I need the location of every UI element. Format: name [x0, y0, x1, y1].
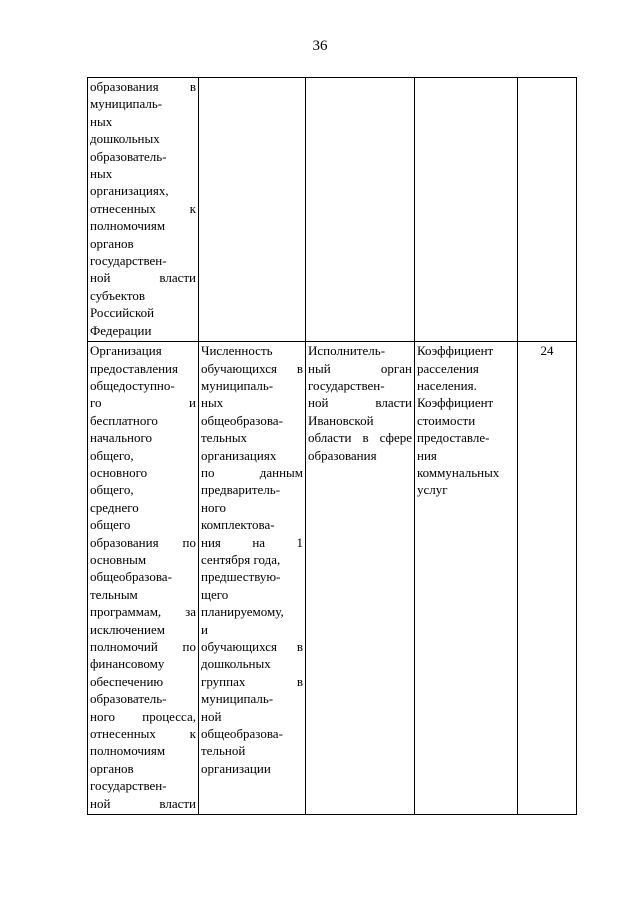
- number-cell: 24: [518, 342, 577, 815]
- cell-text-line: Исполнитель-: [308, 343, 386, 359]
- cell-text-line: общего: [90, 517, 131, 533]
- cell-text-line: организациях,: [90, 183, 169, 199]
- cell-text-line: предоставления: [90, 360, 178, 376]
- cell-text-line: образователь-: [90, 148, 167, 164]
- cell-text-line: тельным: [90, 586, 138, 602]
- cell-text-line: отнесенных к: [90, 726, 196, 742]
- cell-text-line: предоставле-: [417, 430, 490, 446]
- coefficient-cell: [415, 78, 518, 342]
- cell-text-line: финансовому: [90, 656, 165, 672]
- cell-text-line: общедоступно-: [90, 377, 175, 393]
- cell-text-line: субъектов: [90, 287, 146, 303]
- cell-text-line: щего: [201, 586, 229, 602]
- cell-text-line: полномочиям: [90, 218, 166, 234]
- cell-text-line: расселения: [417, 360, 479, 376]
- cell-text-line: ной власти: [308, 395, 412, 411]
- cell-text-line: дошкольных: [201, 656, 271, 672]
- cell-text-line: исключением: [90, 621, 165, 637]
- cell-text-line: по данным: [201, 464, 303, 480]
- cell-text-line: ния на 1: [201, 534, 303, 550]
- cell-text-line: тельных: [201, 430, 248, 446]
- cell-text-line: коммунальных: [417, 464, 500, 480]
- page-number: 36: [312, 38, 328, 54]
- cell-text-line: муниципаль-: [201, 377, 274, 393]
- cell-text-line: организациях: [201, 447, 277, 463]
- cell-text-line: комплектова-: [201, 517, 275, 533]
- cell-text-line: муниципаль-: [201, 691, 274, 707]
- cell-text-line: предваритель-: [201, 482, 281, 498]
- cell-text-line: ного процесса,: [90, 708, 196, 724]
- indicator-cell: [199, 342, 306, 815]
- cell-text-line: органов: [90, 235, 134, 251]
- cell-text-line: обучающихся в: [201, 360, 303, 376]
- cell-text-line: сентября года,: [201, 551, 281, 567]
- cell-text-line: тельной: [201, 743, 246, 759]
- cell-text-line: обеспечению: [90, 673, 164, 689]
- cell-text-line: ный орган: [308, 360, 412, 376]
- cell-text-line: органов: [90, 760, 134, 776]
- cell-text-line: Численность: [201, 343, 273, 359]
- cell-text-line: дошкольных: [90, 131, 160, 147]
- cell-text-line: образования в: [90, 79, 196, 94]
- cell-text-line: планируемому,: [201, 604, 284, 620]
- cell-text-line: общего,: [90, 447, 134, 463]
- cell-text-line: го и: [90, 395, 196, 411]
- cell-text-line: Российской: [90, 305, 155, 321]
- table-row: [88, 78, 577, 342]
- service-name-cell: [88, 78, 199, 342]
- cell-text-line: ных: [201, 395, 224, 411]
- cell-text-line: общеобразова-: [201, 412, 283, 428]
- cell-text-line: среднего: [90, 499, 139, 515]
- cell-text-line: ной власти: [90, 270, 196, 286]
- cell-text-line: государствен-: [308, 377, 385, 393]
- cell-text-line: области в сфере: [308, 430, 412, 446]
- cell-text-line: государствен-: [90, 253, 167, 269]
- cell-text-line: полномочий по: [90, 639, 196, 654]
- cell-text-line: бесплатного: [90, 412, 158, 428]
- cell-text-line: общего,: [90, 482, 134, 498]
- cell-text-line: Коэффициент: [417, 395, 494, 411]
- cell-text-line: государствен-: [90, 778, 167, 794]
- service-name-cell: [88, 342, 199, 815]
- cell-text-line: и: [201, 621, 208, 637]
- cell-text-line: программам, за: [90, 604, 196, 620]
- cell-text-line: группах в: [201, 673, 303, 689]
- authority-cell: [306, 78, 415, 342]
- cell-text-line: обучающихся в: [201, 639, 303, 654]
- cell-text-line: ных: [90, 113, 113, 129]
- indicator-cell: [199, 78, 306, 342]
- cell-text-line: стоимости: [417, 412, 476, 428]
- cell-text-line: Коэффициент: [417, 343, 494, 359]
- cell-text-line: ных: [90, 166, 113, 182]
- cell-text-line: муниципаль-: [90, 96, 163, 112]
- coefficient-cell: [415, 342, 518, 815]
- cell-text-line: основным: [90, 551, 147, 567]
- authority-cell: [306, 342, 415, 815]
- cell-text-line: организации: [201, 760, 271, 776]
- cell-text-line: Ивановской: [308, 412, 374, 428]
- cell-text-line: отнесенных к: [90, 200, 196, 216]
- cell-text-line: услуг: [417, 482, 448, 498]
- number-cell: [518, 78, 577, 342]
- cell-text-line: общеобразова-: [90, 569, 172, 585]
- cell-text-line: ния: [417, 447, 437, 463]
- cell-text-line: основного: [90, 464, 148, 480]
- cell-text-line: образования: [308, 447, 377, 463]
- cell-text-line: образования по: [90, 534, 196, 550]
- cell-text-line: начального: [90, 430, 153, 446]
- cell-text-line: ной власти: [90, 795, 196, 811]
- cell-text-line: предшествую-: [201, 569, 281, 585]
- cell-text-line: Федерации: [90, 322, 152, 338]
- cell-text-line: общеобразова-: [201, 726, 283, 742]
- cell-text-line: ного: [201, 499, 226, 515]
- cell-text-line: населения.: [417, 377, 477, 393]
- cell-text-line: ной: [201, 708, 222, 724]
- table-row: [88, 342, 577, 815]
- document-table: [87, 77, 577, 815]
- cell-text-line: Организация: [90, 343, 162, 359]
- cell-text-line: образователь-: [90, 691, 167, 707]
- cell-text-line: полномочиям: [90, 743, 166, 759]
